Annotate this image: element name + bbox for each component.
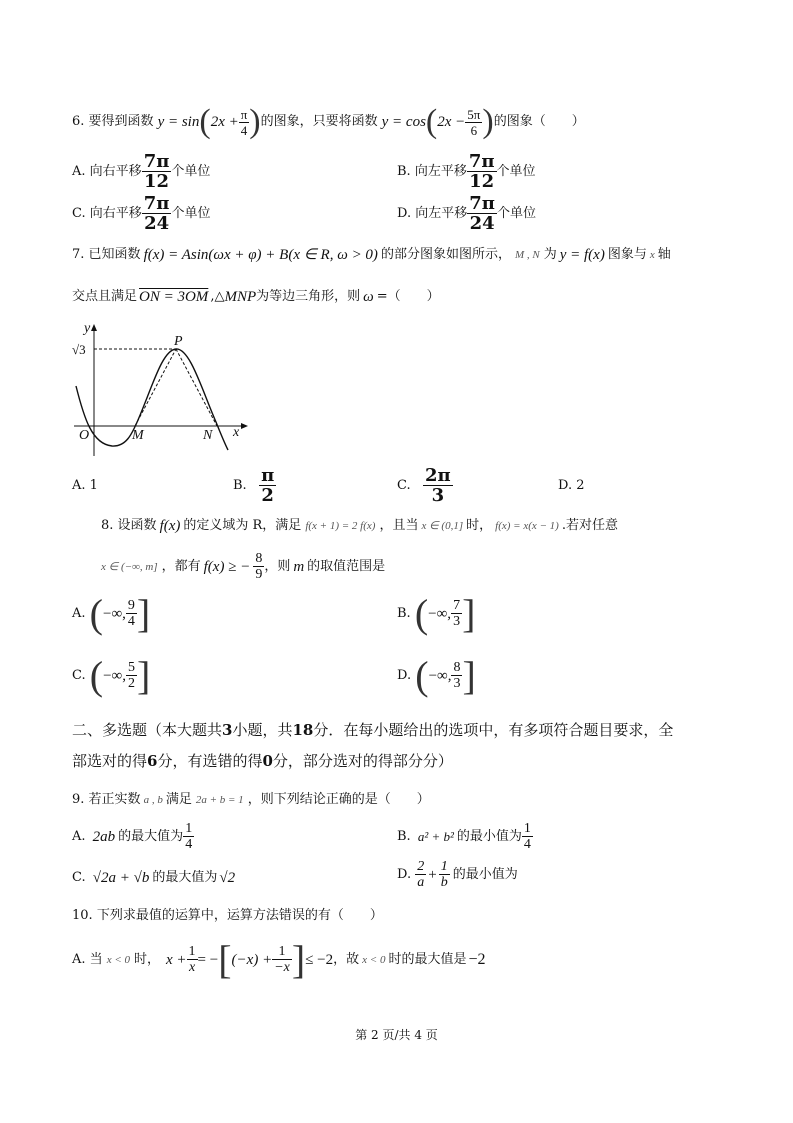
q8-option-c[interactable]: C. ( −∞, $\frac{5}{2}$ ] [72, 652, 151, 698]
fraction-5pi-over-6: $\frac{5\pi}{6}$ [467, 106, 481, 138]
point-n-label: N [203, 428, 213, 443]
point-p-label: P [174, 334, 183, 349]
q9-option-a[interactable]: A. 2ab 的最大值为 $\frac{1}{4}$ [72, 821, 193, 852]
q7-function-graph [70, 318, 255, 458]
sqrt3-label: √3 [72, 342, 86, 357]
q6-option-c[interactable]: C. 向右平移 $\frac{7\pi}{24}$ 个单位 [72, 193, 211, 234]
left-paren: ( [199, 103, 211, 140]
q8-stem-line1: 8. 设函数 f(x) 的定义域为 R，满足 f(x + 1) = 2 f(x) ，且当 x ∈ (0,1] 时， f(x) = x(x − 1) .若对任意 [101, 518, 618, 534]
right-paren: ) [249, 103, 261, 140]
q7-option-d[interactable]: D. 2 [558, 478, 585, 493]
q6-option-a[interactable]: A. 向右平移 $\frac{7\pi}{12}$ 个单位 [72, 151, 211, 192]
section-heading-multiple-choice: 二、多选题（本大题共3小题，共18分．在每小题给出的选项中，有多项符合题目要求，全 [72, 721, 674, 739]
vector-condition: ON = 3OM [139, 289, 209, 305]
q8-stem-line2: x ∈ (−∞, m] ，都有 f(x) ≥ − $\frac{8}{9}$ ，则 m 的取值范围是 [101, 551, 386, 582]
left-paren: ( [425, 103, 438, 140]
q8-option-b[interactable]: B. ( −∞, $\frac{7}{3}$ ] [397, 590, 476, 636]
triangle-side-pn [176, 349, 217, 426]
q7-option-b[interactable]: B. $\frac{\pi}{2}$ [233, 465, 275, 506]
q6-stem: 6. 要得到函数 y = sin ( 2x + $\frac{\pi}{4}$ ) 的图象，只要将函数 y = cos ( 2x − $\frac{5\pi}{6}$ ) 的图象（ ） [72, 103, 585, 140]
right-paren: ) [482, 103, 494, 140]
q6-number: 6. [72, 114, 85, 129]
section-heading-line2: 部选对的得6分，有选错的得0分，部分选对的得部分分） [72, 752, 453, 770]
q7-stem-line2: 交点且满足 ON = 3OM ,△ MNP 为等边三角形，则 ω =（ ） [72, 289, 440, 305]
q8-option-a[interactable]: A. ( −∞, $\frac{9}{4}$ ] [72, 590, 151, 636]
y-axis-arrow [91, 324, 97, 331]
q6-option-b[interactable]: B. 向左平移 $\frac{7\pi}{12}$ 个单位 [397, 151, 536, 192]
q7-number: 7. [72, 247, 85, 262]
point-m-label: M [132, 428, 144, 443]
q10-option-a[interactable]: A. 当 x < 0 时， x + $\frac{1}{x}$ = − [ (−x) + $\frac{1}{-x}$ ] ≤ −2 ，故 x < 0 时的最大值是 −2 [72, 936, 486, 982]
q9-number: 9. [72, 792, 85, 807]
q10-number: 10. [72, 908, 93, 923]
q6-option-d[interactable]: D. 向左平移 $\frac{7\pi}{24}$ 个单位 [397, 193, 536, 234]
y-axis-label: y [84, 321, 91, 336]
x-axis-label: x [233, 425, 240, 440]
q9-option-b[interactable]: B. a² + b² 的最小值为 $\frac{1}{4}$ [397, 821, 531, 852]
x-axis-arrow [241, 423, 248, 429]
q9-option-c[interactable]: C. √2a + √b 的最大值为 √2 [72, 870, 236, 886]
triangle-side-mp [135, 349, 176, 426]
q8-option-d[interactable]: D. ( −∞, $\frac{8}{3}$ ] [397, 652, 476, 698]
q8-number: 8. [101, 518, 114, 533]
q7-option-c[interactable]: C. $\frac{2\pi}{3}$ [397, 465, 451, 506]
q9-stem: 9. 若正实数 a , b 满足 2a + b = 1 ，则下列结论正确的是（ ） [72, 792, 430, 807]
q7-option-a[interactable]: A. 1 [72, 478, 98, 493]
q9-option-d[interactable]: D. $\frac{2}{a}$ + $\frac{1}{b}$ 的最小值为 [397, 859, 518, 890]
fraction-pi-over-4: $\frac{\pi}{4}$ [240, 106, 248, 138]
page-footer: 第 2 页/共 4 页 [355, 1028, 438, 1042]
q7-stem-line1: 7. 已知函数 f(x) = Asin(ωx + φ) + B(x ∈ R, ω > 0) 的部分图象如图所示， M , N 为 y = f(x) 图象与 x 轴 [72, 247, 671, 263]
q10-stem: 10. 下列求最值的运算中，运算方法错误的有（ ） [72, 908, 383, 923]
origin-label: O [79, 428, 90, 443]
